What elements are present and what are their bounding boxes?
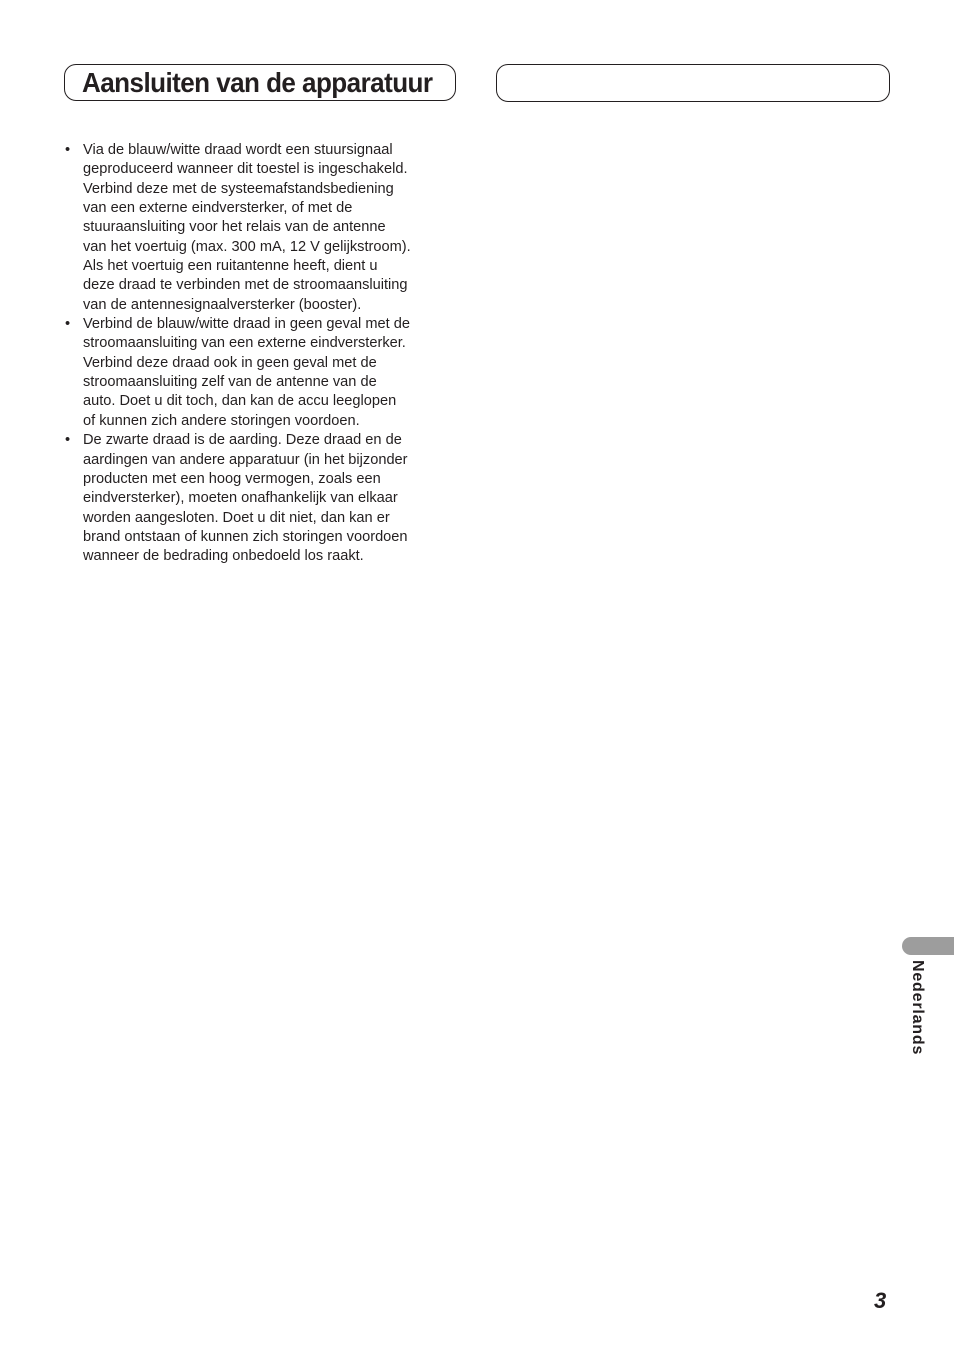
list-item <box>64 431 464 566</box>
text-line: Verbind de blauw/witte draad in geen geval met de <box>83 316 410 333</box>
instruction-list <box>64 141 464 567</box>
text-line: Via de blauw/witte draad wordt een stuursignaal <box>83 142 393 158</box>
text-line: van een externe eindversterker, of met de <box>83 200 353 217</box>
language-label: Nederlands <box>909 960 926 1056</box>
language-tab <box>902 937 954 955</box>
empty-header-box <box>496 64 890 102</box>
text-line: brand ontstaan of kunnen zich storingen voordoen <box>83 528 408 545</box>
text-line: stroomaansluiting van een externe eindversterker. <box>83 335 406 352</box>
text-line: of kunnen zich andere storingen voordoen. <box>83 412 360 429</box>
text-line: deze draad te verbinden met de stroomaansluiting <box>83 277 408 294</box>
page-title: Aansluiten van de apparatuur <box>82 66 433 98</box>
text-line: eindversterker), moeten onafhankelijk van elkaar <box>83 490 398 507</box>
page-number: 3 <box>874 1288 887 1313</box>
text-line: producten met een hoog vermogen, zoals een <box>83 470 381 487</box>
text-line: Verbind deze met de systeemafstandsbediening <box>83 180 394 197</box>
text-line: wanneer de bedrading onbedoeld los raakt. <box>83 548 364 565</box>
text-line: worden aangesloten. Doet u dit niet, dan kan er <box>83 509 390 526</box>
bullet-marker: • <box>65 142 71 158</box>
text-line: Als het voertuig een ruitantenne heeft, dient u <box>83 258 378 275</box>
text-line: geproduceerd wanneer dit toestel is ingeschakeld. <box>83 161 408 178</box>
text-line: stuuraansluiting voor het relais van de antenne <box>83 219 386 236</box>
text-line: van het voertuig (max. 300 mA, 12 V gelijkstroom). <box>83 238 411 255</box>
list-item <box>64 141 464 315</box>
text-line: De zwarte draad is de aarding. Deze draad en de <box>83 432 402 449</box>
text-line: aardingen van andere apparatuur (in het bijzonder <box>83 451 408 468</box>
bullet-marker: • <box>65 316 71 333</box>
bullet-marker: • <box>65 432 71 449</box>
text-line: Verbind deze draad ook in geen geval met de <box>83 354 377 371</box>
list-item <box>64 315 464 431</box>
text-line: van de antennesignaalversterker (booster). <box>83 296 362 313</box>
text-line: stroomaansluiting zelf van de antenne van de <box>83 374 377 391</box>
section-title-box <box>64 64 456 101</box>
text-line: auto. Doet u dit toch, dan kan de accu leeglopen <box>83 393 397 410</box>
